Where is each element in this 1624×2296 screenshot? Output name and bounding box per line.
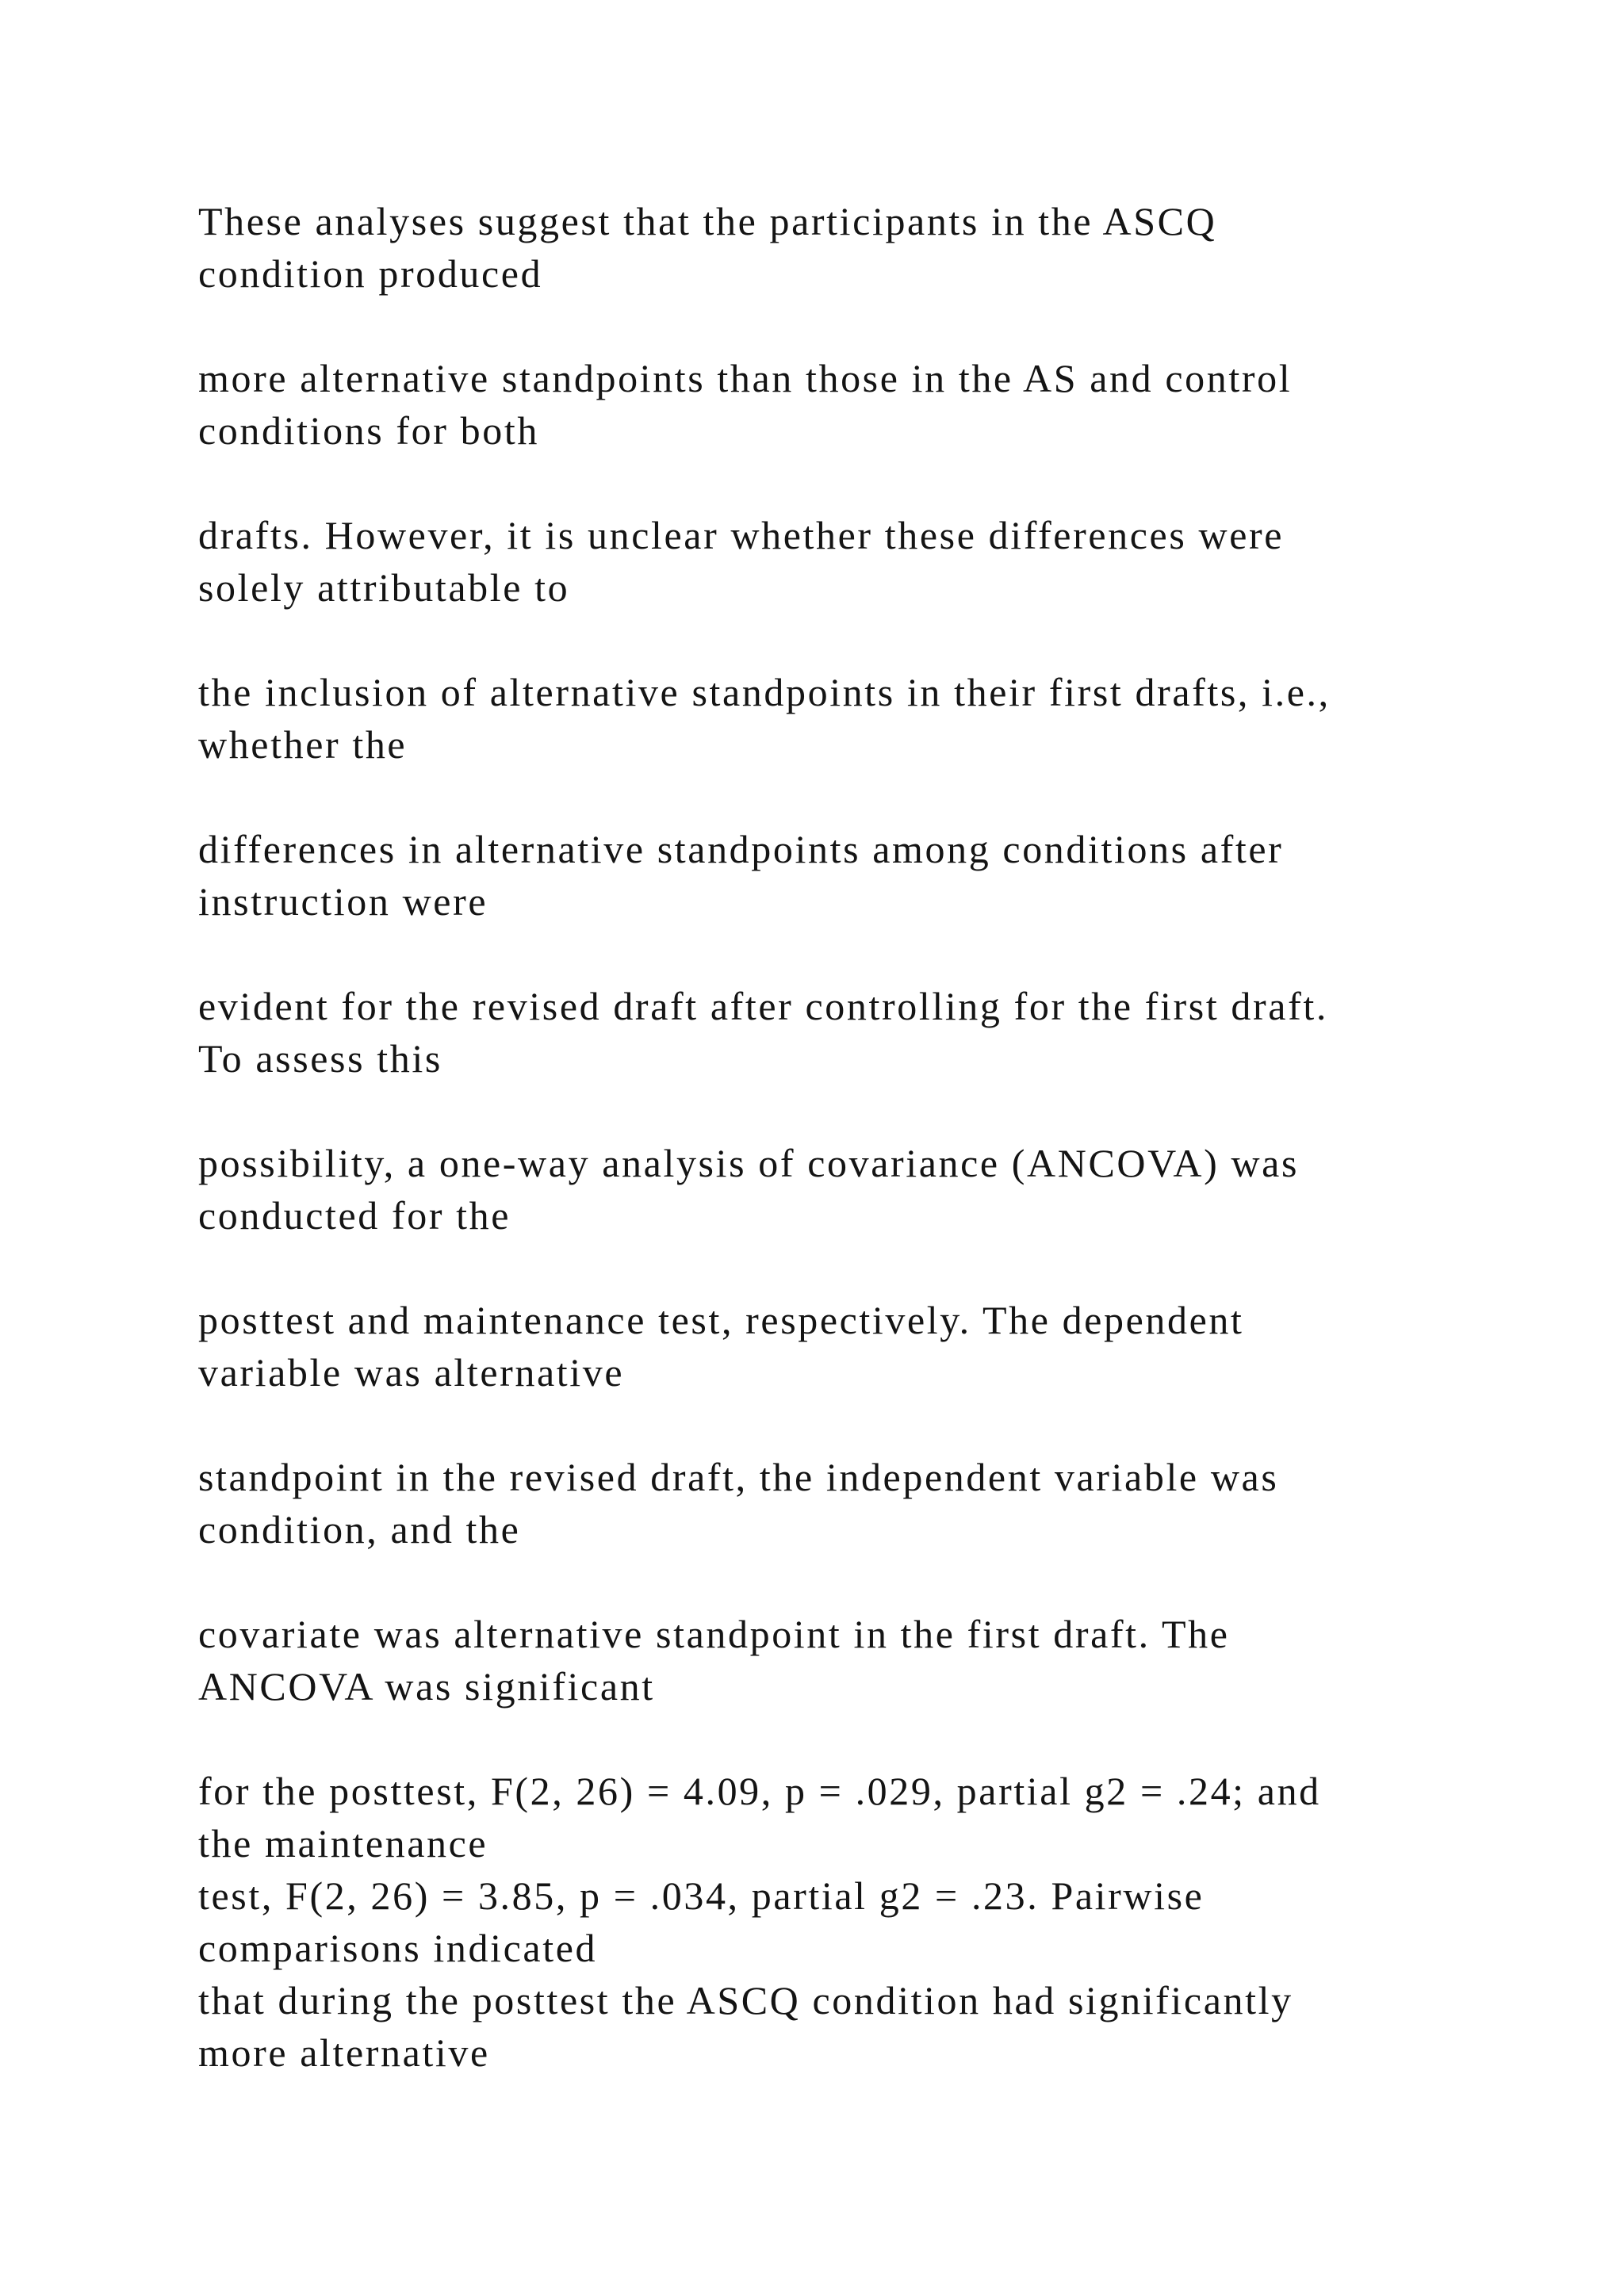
paragraph-11-line-1: for the posttest, F(2, 26) = 4.09, p = .029, partial g2 = .24; and bbox=[198, 1769, 1321, 1813]
paragraph-9-line-1: standpoint in the revised draft, the independent variable was bbox=[198, 1455, 1279, 1499]
paragraph-13-line-2: more alternative bbox=[198, 2030, 490, 2075]
paragraph-4 bbox=[198, 666, 1435, 771]
paragraph-13 bbox=[198, 1974, 1435, 2079]
paragraph-3-line-1: drafts. However, it is unclear whether these differences were bbox=[198, 513, 1285, 557]
paragraph-5-line-1: differences in alternative standpoints among conditions after bbox=[198, 827, 1284, 871]
paragraph-5-line-2: instruction were bbox=[198, 879, 488, 924]
paragraph-8-line-2: variable was alternative bbox=[198, 1350, 625, 1395]
paragraph-7-line-1: possibility, a one-way analysis of covariance (ANCOVA) was bbox=[198, 1141, 1300, 1185]
paragraph-5 bbox=[198, 823, 1435, 928]
paragraph-3 bbox=[198, 509, 1435, 614]
paragraph-8 bbox=[198, 1294, 1435, 1399]
paragraph-2 bbox=[198, 352, 1435, 457]
paragraph-8-line-1: posttest and maintenance test, respectively. The dependent bbox=[198, 1298, 1244, 1342]
paragraph-10-line-2: ANCOVA was significant bbox=[198, 1664, 655, 1709]
paragraph-12-line-2: comparisons indicated bbox=[198, 1926, 598, 1970]
paragraph-11 bbox=[198, 1765, 1435, 1869]
document-body bbox=[198, 195, 1435, 2079]
paragraph-6-line-1: evident for the revised draft after controlling for the first draft. bbox=[198, 984, 1328, 1028]
paragraph-6-line-2: To assess this bbox=[198, 1036, 442, 1081]
paragraph-11-line-2: the maintenance bbox=[198, 1821, 488, 1866]
paragraph-6 bbox=[198, 980, 1435, 1085]
paragraph-7 bbox=[198, 1137, 1435, 1242]
paragraph-4-line-2: whether the bbox=[198, 722, 408, 767]
paragraph-12 bbox=[198, 1869, 1435, 1974]
paragraph-3-line-2: solely attributable to bbox=[198, 565, 570, 610]
paragraph-1-line-2: condition produced bbox=[198, 251, 543, 296]
paragraph-10 bbox=[198, 1608, 1435, 1712]
paragraph-10-line-1: covariate was alternative standpoint in the first draft. The bbox=[198, 1612, 1230, 1656]
paragraph-9-line-2: condition, and the bbox=[198, 1507, 521, 1552]
paragraph-13-line-1: that during the posttest the ASCQ condition had significantly bbox=[198, 1978, 1293, 2022]
paragraph-1-line-1: These analyses suggest that the participants in the ASCQ bbox=[198, 199, 1217, 243]
paragraph-9 bbox=[198, 1451, 1435, 1556]
paragraph-2-line-2: conditions for both bbox=[198, 408, 539, 453]
paragraph-12-line-1: test, F(2, 26) = 3.85, p = .034, partial g2 = .23. Pairwise bbox=[198, 1873, 1205, 1918]
paragraph-2-line-1: more alternative standpoints than those in the AS and control bbox=[198, 356, 1293, 400]
paragraph-4-line-1: the inclusion of alternative standpoints in their first drafts, i.e., bbox=[198, 670, 1331, 714]
paragraph-7-line-2: conducted for the bbox=[198, 1193, 511, 1238]
paragraph-1 bbox=[198, 195, 1435, 300]
